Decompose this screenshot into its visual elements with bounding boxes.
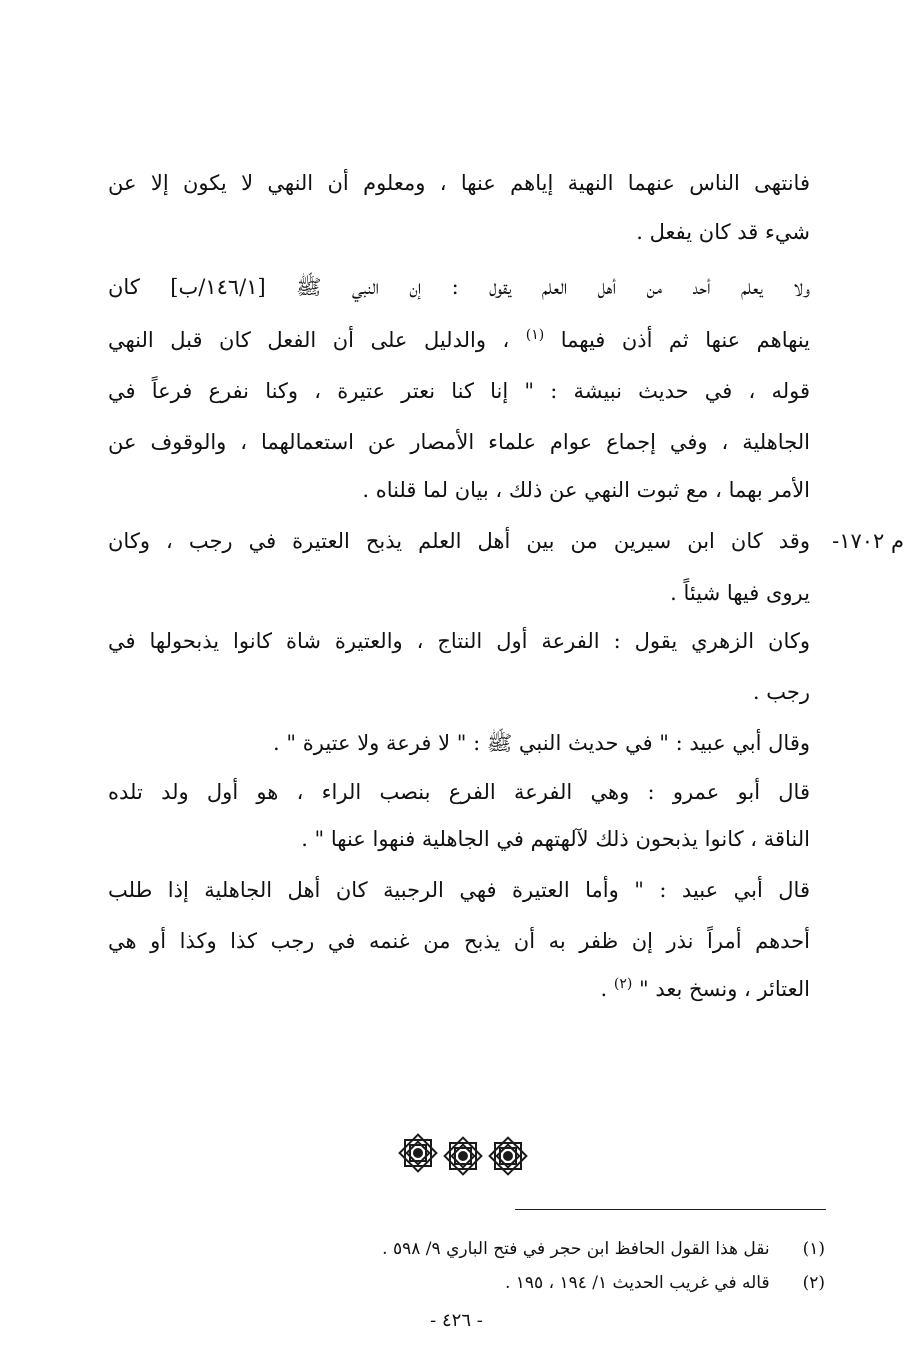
text-line: الأمر بهما ، مع ثبوت النهي عن ذلك ، بيان لما قلناه .	[362, 478, 810, 502]
footnote-ref: (٢)	[613, 976, 633, 992]
footnote	[125, 1236, 825, 1262]
text-line: شيء قد كان يفعل .	[636, 220, 810, 244]
text-line: العتائر ، ونسخ بعد " $^{(٢)}$ .	[600, 976, 810, 1001]
footnote-number: (٢)	[802, 1273, 825, 1293]
page-number: - ٤٢٦ -	[430, 1310, 483, 1331]
text-line: ولا يعلم أحد من أهل العلم يقول : إن النبي ﷺ [١٤٦/١/ب] كان	[108, 275, 810, 299]
text-line: قال أبو عمرو : وهي الفرعة الفرع بنصب الراء ، هو أول ولد تلده	[108, 780, 810, 804]
footnote-number: (١)	[802, 1239, 825, 1259]
text-line: يروى فيها شيئاً .	[670, 581, 810, 605]
text-line: قال أبي عبيد : " وأما العتيرة فهي الرجبية كان أهل الجاهلية إذا طلب	[108, 878, 810, 902]
footnote-text: نقل هذا القول الحافظ ابن حجر في فتح الباري ٩/ ٥٩٨ .	[382, 1239, 770, 1259]
text-line: قوله ، في حديث نبيشة : " إنا كنا نعتر عتيرة ، وكنا نفرع فرعاً في	[108, 379, 810, 403]
footnote-text: قاله في غريب الحديث ١/ ١٩٤ ، ١٩٥ .	[504, 1273, 770, 1293]
text-line: رجب .	[752, 680, 810, 704]
text-line: فانتهى الناس عنهما النهية إياهم عنها ، ومعلوم أن النهي لا يكون إلا عن	[108, 171, 810, 195]
text-line: وقد كان ابن سيرين من بين أهل العلم يذبح العتيرة في رجب ، وكان	[108, 529, 810, 553]
text-line: وكان الزهري يقول : الفرعة أول النتاج ، والعتيرة شاة كانوا يذبحولها في	[108, 629, 810, 653]
eight-point-star-ornament-icon	[398, 1133, 528, 1179]
text-line: أحدهم أمراً نذر إن ظفر به أن يذبح من غنمه في رجب كذا وكذا أو هي	[108, 929, 810, 953]
footnote-separator	[515, 1209, 826, 1210]
footnote-ref: (١)	[525, 327, 545, 343]
margin-number: م ١٧٠٢-	[832, 529, 904, 553]
footnote	[125, 1270, 825, 1296]
text-line: وقال أبي عبيد : " في حديث النبي ﷺ : " لا فرعة ولا عتيرة " .	[273, 731, 810, 755]
text-line: ينهاهم عنها ثم أذن فيهما $^{(١)}$ ، والدليل على أن الفعل كان قبل النهي	[108, 327, 810, 352]
text-line: الجاهلية ، وفي إجماع عوام علماء الأمصار عن استعمالهما ، والوقوف عن	[108, 430, 810, 454]
text-line: الناقة ، كانوا يذبحون ذلك لآلهتهم في الجاهلية فنهوا عنها " .	[301, 827, 810, 851]
